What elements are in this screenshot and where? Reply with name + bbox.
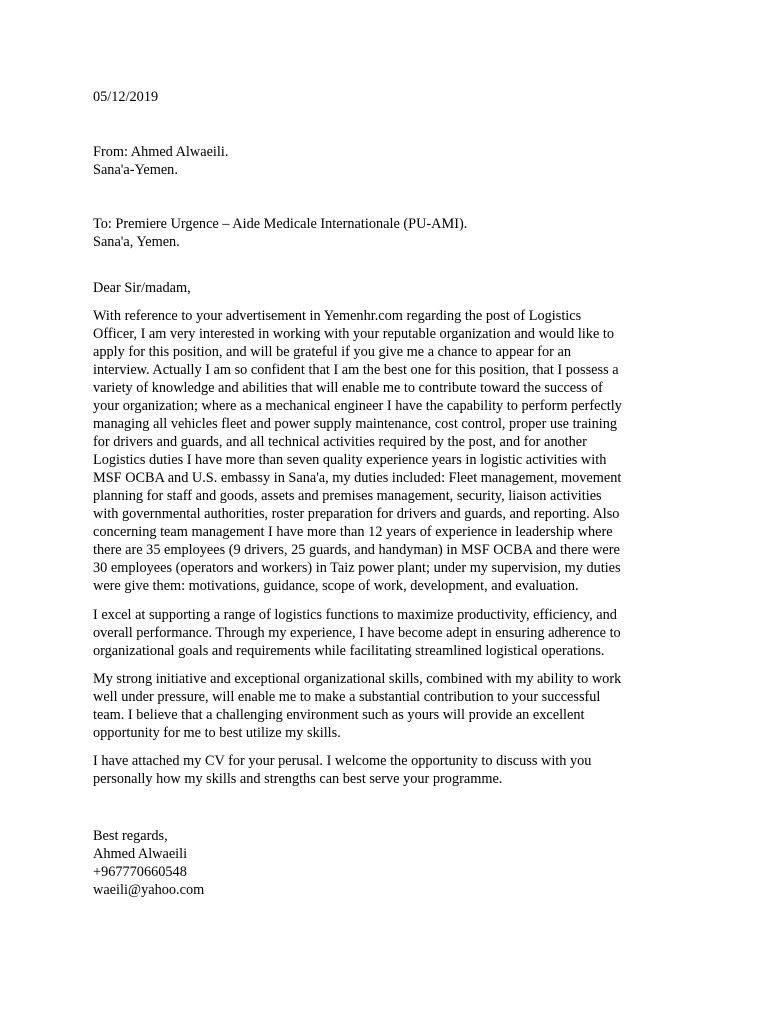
salutation [93,279,668,297]
body-paragraph-4 [93,752,668,788]
paragraph-line: Logistics duties I have more than seven quality experience years in logistic activities with [93,452,607,468]
closing-phrase: Best regards, [93,828,168,844]
sender-block [93,143,668,179]
paragraph-line: MSF OCBA and U.S. embassy in Sana'a, my duties included: Fleet management, movement [93,470,622,486]
sender-name-line: From: Ahmed Alwaeili. [93,144,229,160]
signature-phone: +967770660548 [93,864,187,880]
paragraph-line: With reference to your advertisement in Yemenhr.com regarding the post of Logistics [93,308,582,324]
paragraph-line: Officer, I am very interested in working with your reputable organization and would like to [93,326,614,342]
paragraph-line: 30 employees (operators and workers) in Taiz power plant; under my supervision, my duties [93,560,621,576]
paragraph-line: were give them: motivations, guidance, scope of work, development, and evaluation. [93,578,579,594]
recipient-location-line: Sana'a, Yemen. [93,234,180,250]
sender-location-line: Sana'a-Yemen. [93,162,178,178]
paragraph-line: with governmental authorities, roster preparation for drivers and guards, and reporting. Also [93,506,620,522]
body-paragraph-2 [93,606,668,660]
paragraph-line: I have attached my CV for your perusal. I welcome the opportunity to discuss with you [93,753,592,769]
paragraph-line: opportunity for me to best utilize my skills. [93,725,341,741]
signature-email: waeili@yahoo.com [93,882,205,898]
body-paragraph-1 [93,307,668,595]
closing-block [93,827,668,899]
paragraph-line: apply for this position, and will be grateful if you give me a chance to appear for an [93,344,571,360]
paragraph-line: well under pressure, will enable me to make a substantial contribution to your successful [93,689,601,705]
paragraph-line: interview. Actually I am so confident that I am the best one for this position, that I possess a [93,362,619,378]
paragraph-line: personally how my skills and strengths can best serve your programme. [93,771,503,787]
paragraph-line: concerning team management I have more than 12 years of experience in leadership where [93,524,613,540]
paragraph-line: for drivers and guards, and all technical activities required by the post, and for another [93,434,587,450]
paragraph-line: planning for staff and goods, assets and premises management, security, liaison activities [93,488,602,504]
recipient-block [93,215,668,251]
paragraph-line: there are 35 employees (9 drivers, 25 guards, and handyman) in MSF OCBA and there were [93,542,620,558]
body-paragraph-3 [93,670,668,742]
paragraph-line: I excel at supporting a range of logistics functions to maximize productivity, efficiency, and [93,607,617,623]
letter-date [93,88,668,106]
paragraph-line: variety of knowledge and abilities that will enable me to contribute toward the success of [93,380,603,396]
paragraph-line: team. I believe that a challenging environment such as yours will provide an excellent [93,707,585,723]
recipient-name-line: To: Premiere Urgence – Aide Medicale Internationale (PU-AMI). [93,216,468,232]
paragraph-line: My strong initiative and exceptional organizational skills, combined with my ability to work [93,671,622,687]
signature-name: Ahmed Alwaeili [93,846,188,862]
paragraph-line: managing all vehicles fleet and power supply maintenance, cost control, proper use training [93,416,618,432]
salutation-text: Dear Sir/madam, [93,280,191,296]
date-text: 05/12/2019 [93,89,159,105]
paragraph-line: organizational goals and requirements while facilitating streamlined logistical operations. [93,643,605,659]
paragraph-line: your organization; where as a mechanical engineer I have the capability to perform perfectly [93,398,622,414]
paragraph-line: overall performance. Through my experience, I have become adept in ensuring adherence to [93,625,621,641]
